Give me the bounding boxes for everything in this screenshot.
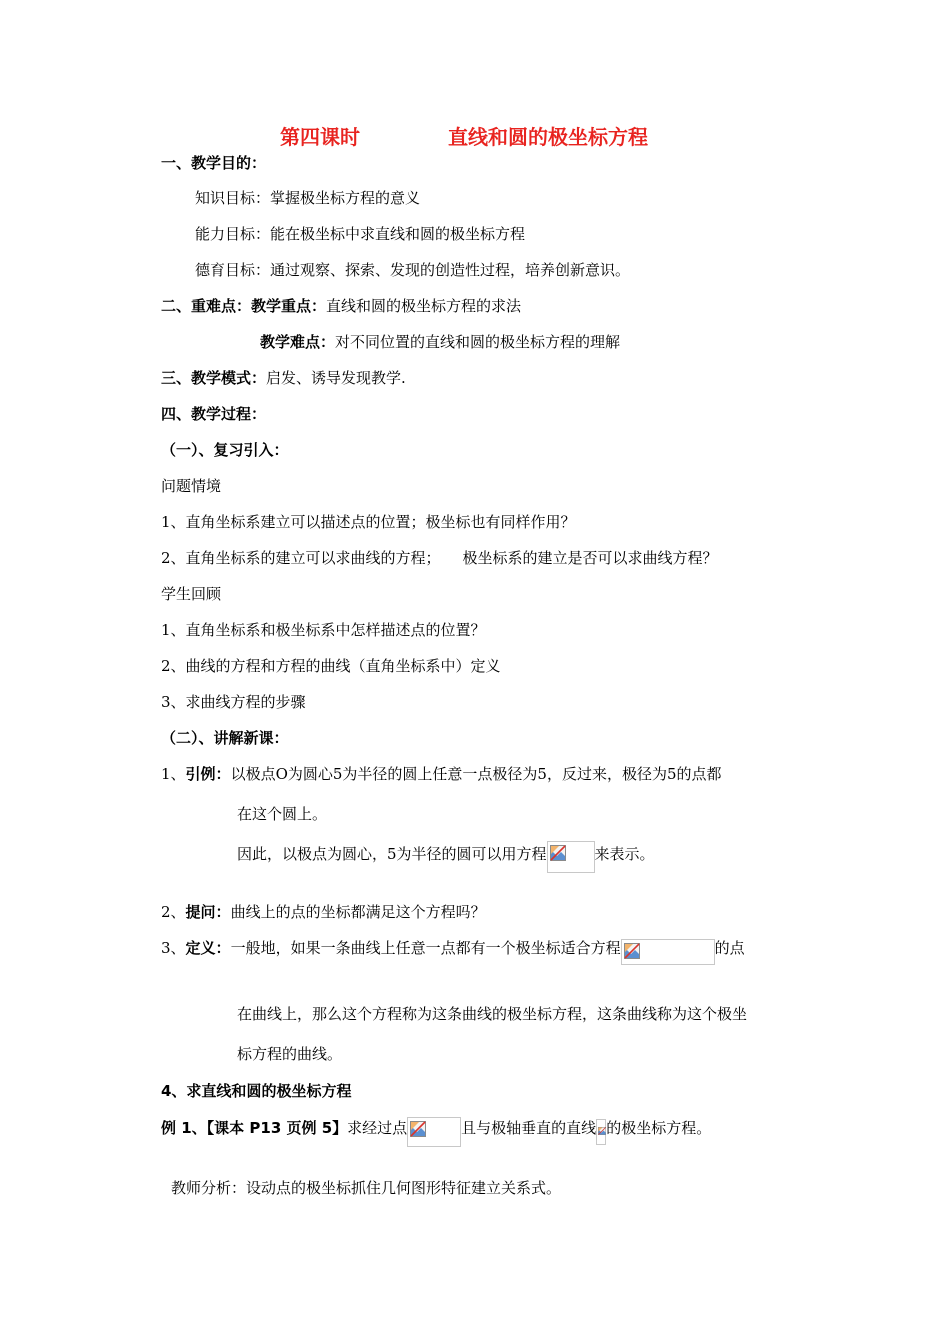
teacher-analysis: 教师分析：设动点的极坐标抓住几何图形特征建立关系式。 <box>171 1179 562 1197</box>
page-title: 直线和圆的极坐标方程 <box>448 125 648 149</box>
section-4-heading: 四、教学过程： <box>161 405 267 423</box>
difficult-point-text: 对不同位置的直线和圆的极坐标方程的理解 <box>335 333 621 351</box>
intro-example-text: 以极点O为圆心5为半径的圆上任意一点极径为5，反过来，极径为5的点都 <box>230 765 722 783</box>
example-1-text-b: 且与极轴垂直的直线 <box>461 1119 597 1137</box>
item-1-number: 1、 <box>161 765 186 783</box>
equation-image-placeholder <box>547 841 595 873</box>
broken-image-icon <box>550 845 566 861</box>
item-4-heading: 4、求直线和圆的极坐标方程 <box>161 1082 352 1100</box>
difficult-point-label: 教学难点： <box>260 333 336 351</box>
question-2-part-a: 2、直角坐标系的建立可以求曲线的方程； <box>161 549 441 567</box>
recall-1: 1、直角坐标系和极坐标系中怎样描述点的位置？ <box>161 621 486 639</box>
key-point-label: 教学重点： <box>251 297 327 315</box>
question-prompt-text: 曲线上的点的坐标都满足这个方程吗？ <box>230 903 486 921</box>
definition-label: 定义： <box>185 939 231 957</box>
question-2 <box>161 548 718 568</box>
question-1: 1、直角坐标系建立可以描述点的位置；极坐标也有同样作用？ <box>161 513 576 531</box>
question-prompt <box>161 902 486 922</box>
ability-goal: 能力目标：能在极坐标中求直线和圆的极坐标方程 <box>195 225 526 243</box>
intro-example-text-2: 在这个圆上。 <box>237 805 328 823</box>
problem-situation: 问题情境 <box>161 477 222 495</box>
question-2-part-b: 极坐标系的建立是否可以求曲线方程？ <box>462 549 718 567</box>
definition-text-3: 标方程的曲线。 <box>237 1045 343 1063</box>
student-recall: 学生回顾 <box>161 585 222 603</box>
key-points-line <box>161 296 521 316</box>
equation-image-placeholder <box>621 939 715 965</box>
example-1-reference: 【课本 P13 页例 5】 <box>206 1119 348 1137</box>
broken-image-icon <box>410 1121 426 1137</box>
example-1 <box>161 1117 711 1147</box>
broken-image-icon <box>598 1123 606 1139</box>
section-1-heading: 一、教学目的： <box>161 154 267 172</box>
review-heading: （一）、复习引入： <box>161 441 289 459</box>
intro-example-text-3a: 因此，以极点为圆心，5为半径的圆可以用方程 <box>237 845 547 863</box>
intro-example-label: 引例： <box>185 765 231 783</box>
question-prompt-label: 提问： <box>185 903 231 921</box>
definition-text-2: 在曲线上，那么这个方程称为这条曲线的极坐标方程，这条曲线称为这个极坐 <box>237 1005 748 1023</box>
teaching-mode-line <box>161 368 406 388</box>
section-3-heading: 三、教学模式： <box>161 369 267 387</box>
definition <box>161 938 745 965</box>
recall-2: 2、曲线的方程和方程的曲线（直角坐标系中）定义 <box>161 657 501 675</box>
example-1-text-c: 的极坐标方程。 <box>606 1119 712 1137</box>
difficult-points-line <box>260 332 620 352</box>
item-2-number: 2、 <box>161 903 186 921</box>
section-2-heading: 二、重难点： <box>161 297 252 315</box>
intro-example <box>161 764 722 784</box>
example-1-text-a: 求经过点 <box>347 1119 408 1137</box>
moral-goal: 德育目标：通过观察、探索、发现的创造性过程，培养创新意识。 <box>195 261 631 279</box>
teaching-mode-text: 启发、诱导发现教学. <box>266 369 406 387</box>
example-1-label: 例 1、 <box>161 1119 207 1137</box>
key-point-text: 直线和圆的极坐标方程的求法 <box>326 297 522 315</box>
item-3-number: 3、 <box>161 939 186 957</box>
recall-3: 3、求曲线方程的步骤 <box>161 693 306 711</box>
point-image-placeholder <box>407 1117 461 1147</box>
broken-image-icon <box>624 943 640 959</box>
definition-text-a: 一般地，如果一条曲线上任意一点都有一个极坐标适合方程 <box>230 939 621 957</box>
new-lesson-heading: （二）、讲解新课： <box>161 729 289 747</box>
knowledge-goal: 知识目标：掌握极坐标方程的意义 <box>195 189 421 207</box>
intro-example-text-3 <box>237 841 655 873</box>
definition-text-b: 的点 <box>714 939 745 957</box>
lesson-number: 第四课时 <box>280 125 360 149</box>
line-image-placeholder <box>596 1119 606 1145</box>
intro-example-text-3b: 来表示。 <box>594 845 655 863</box>
